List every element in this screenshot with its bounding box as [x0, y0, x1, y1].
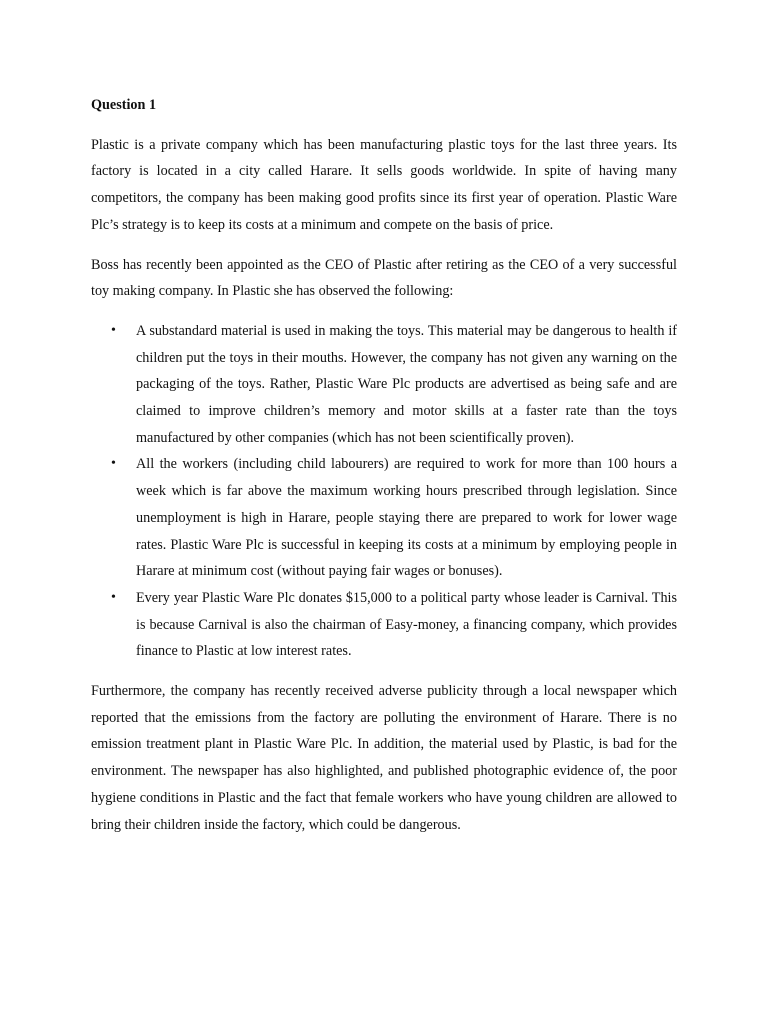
list-item-text: A substandard material is used in making the toys. This material may be dangerous to health if children put the toys in their mouths. However, the company has not given any warning on the packaging of the toys. Rather, Plastic Ware Plc products are advertised as being safe and are claimed to improve children’s memory and motor skills at a faster rate than the toys manufactured by other companies (which has not been scientifically proven). — [136, 322, 677, 446]
document-page — [91, 92, 677, 851]
paragraph-ceo-observations: Boss has recently been appointed as the CEO of Plastic after retiring as the CEO of a very successful toy making company. In Plastic she has observed the following: — [91, 256, 677, 300]
bullet-icon: • — [111, 589, 116, 605]
question-heading: Question 1 — [91, 97, 157, 113]
paragraph-adverse-publicity: Furthermore, the company has recently received adverse publicity through a local newspaper which reported that the emissions from the factory are polluting the environment of Harare. There is no emission treatment plant in Plastic Ware Plc. In addition, the material used by Plastic, is bad for the environment. The newspaper has also highlighted, and published photographic evidence of, the poor hygiene conditions in Plastic and the fact that female workers who have young children are allowed to bring their children inside the factory, which could be dangerous. — [91, 683, 677, 833]
observations-list — [91, 318, 677, 665]
list-item-text: Every year Plastic Ware Plc donates $15,000 to a political party whose leader is Carnival. This is because Carnival is also the chairman of Easy-money, a financing company, which provides finance to Plastic at low interest rates. — [136, 589, 677, 660]
bullet-icon: • — [111, 322, 116, 338]
list-item — [91, 451, 677, 585]
list-item-text: All the workers (including child labourers) are required to work for more than 100 hours a week which is far above the maximum working hours prescribed through legislation. Since unemployment is high in Harare, people staying there are prepared to work for lower wage rates. Plastic Ware Plc is successful in keeping its costs at a minimum by employing people in Harare at minimum cost (without paying fair wages or bonuses). — [136, 456, 677, 580]
list-item — [91, 318, 677, 452]
paragraph-company-intro: Plastic is a private company which has been manufacturing plastic toys for the last three years. Its factory is located in a city called Harare. It sells goods worldwide. In spite of having many competitors, the company has been making good profits since its first year of operation. Plastic Ware Plc’s strategy is to keep its costs at a minimum and compete on the basis of price. — [91, 136, 677, 233]
bullet-icon: • — [111, 456, 116, 472]
list-item — [91, 585, 677, 665]
